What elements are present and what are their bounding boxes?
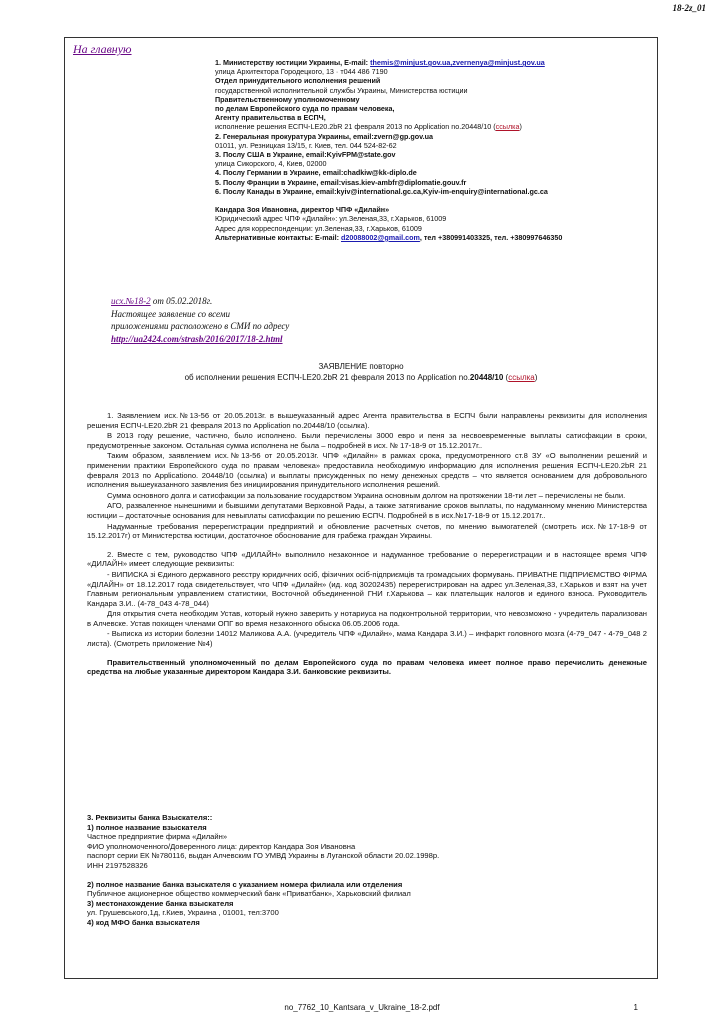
document-reference: 18-2z_01: [672, 3, 706, 13]
addressee-line: [215, 58, 635, 67]
statement-paragraph: 2. Вместе с тем, руководство ЧПФ «ДИЛАЙН» выполнило незаконное и надуманное требование о перерегистрации и в настоящее время ЧПФ «ДИЛАЙН» имеет следующие реквизиты:: [87, 549, 647, 569]
requisite-line: [87, 871, 647, 880]
publication-note-line: Настоящее заявление со всеми: [111, 308, 230, 319]
bank-requisites: [87, 813, 647, 928]
addressee-text: улица Архитектора Городецкого, 13 · т044 486 7190: [215, 67, 388, 77]
addressee-text: государственной исполнительной службы Украины, Министерства юстиции: [215, 85, 468, 95]
statement-paragraph: АГО, разваленное нынешними и бывшими депутатами Верховной Рады, а также затягивание сроков выплаты, по надуманному мнению Министерства юстиции – достаточные основания для невыплаты сатисфакции по решению ЕСПЧ. Подробней в в исх.№17-18-9 от 15.12.2017г..: [87, 501, 647, 520]
addressee-line: [215, 205, 635, 214]
addressee-text: , тел +380991403325, тел. +380997646350: [419, 232, 563, 242]
statement-paragraph: Правительственный уполномоченный по делам Европейского суда по правам человека имеет полное право перечислить денежные средства на любые указанные директором Кандара З.И. банковские реквизиты.: [87, 657, 647, 677]
addressee-line: [215, 95, 635, 104]
addressee-line: [215, 233, 635, 242]
addressee-text: ): [519, 122, 522, 132]
page-number: 1: [633, 1003, 638, 1012]
addressee-text: Правительственному уполномоченному: [215, 94, 360, 104]
requisite-line: ФИО уполномоченного/Доверенного лица: директор Кандара Зоя Ивановна: [87, 841, 356, 851]
statement-paragraph: 1. Заявлением исх.№13-56 от 20.05.2013г. в вышеуказанный адрес Агента правительства в ЕСПЧ были направлены реквизиты для исполнения решения ЕСПЧ-LE20.2bR 21 февраля 2013 по Application no.20448/10 (ссылка).: [87, 411, 647, 430]
addressee-text: Юридический адрес ЧПФ «Дилайн»: ул.Зеленая,33, г.Харьков, 61009: [215, 214, 447, 224]
publication-note-line: приложениями расположено в СМИ по адресу: [111, 321, 290, 331]
outgoing-ref-link[interactable]: исх.№18-2: [111, 296, 151, 306]
addressee-text: 01011, ул. Резницкая 13/15, г. Киев, тел. 044 524-82-62: [215, 140, 397, 150]
addressee-text: Отдел принудительного исполнения решений: [215, 76, 381, 86]
addressee-text: 4. Послу Германии в Украине, email:chadkiw@kk-diplo.de: [215, 168, 417, 178]
addressee-line: [215, 178, 635, 187]
addressee-line: [215, 67, 635, 76]
addressee-line: [215, 224, 635, 233]
addressee-line: [215, 86, 635, 95]
publication-note: [111, 295, 289, 345]
publication-url-link[interactable]: http://ua2424.com/strasb/2016/2017/18-2.html: [111, 333, 283, 344]
addressee-line: [215, 214, 635, 223]
addressee-text: по делам Европейского суда по правам человека,: [215, 104, 395, 114]
addressee-line: [215, 159, 635, 168]
statement-title-text: об исполнении решения ЕСПЧ-LE20.2bR 21 февраля 2013 по Application no.: [184, 373, 470, 382]
requisite-line: ул. Грушевського,1д, г.Киев, Украина , 01001, тел:3700: [87, 908, 279, 918]
home-link[interactable]: На главную: [73, 42, 132, 56]
requisite-line: Публичное акционерное общество коммерческий банк «Приватбанк», Харьковский филиал: [87, 889, 411, 899]
title-link[interactable]: ссылка: [508, 373, 535, 382]
addressee-line: [215, 196, 635, 205]
application-number: 20448/10: [469, 373, 504, 382]
addressee-line: [215, 150, 635, 159]
addressee-link[interactable]: ссылка: [495, 122, 520, 132]
requisite-line: паспорт серии ЕК №780116, выдан Алчевским ГО УМВД Украины в Луганской области 20.02.1998р.: [87, 851, 440, 861]
addressee-text: 1. Министерству юстиции Украины, E-mail:: [215, 58, 371, 67]
statement-paragraph: Надуманные требования перерегистрации предприятий и обновление расчетных счетов, по мнению вымогателей (смотреть исх.№17-18-9 от 15.12.2017г) от Министерства юстиции, достаточное обоснование для грабежа граждан Украины.: [87, 521, 647, 541]
statement-paragraph: Для открытия счета необходим Устав, который нужно заверить у нотариуса на подконтрольной территории, что невозможно - учредитель парализован в Алчевске. Устав похищен членами ОПГ во время незаконного обыска 06.05.2006 года.: [87, 609, 647, 628]
requisite-line: 4) код МФО банка взыскателя: [87, 917, 200, 927]
addressee-text: Кандара Зоя Ивановна, директор ЧПФ «Дилайн»: [215, 205, 390, 215]
statement-title: [65, 361, 657, 383]
statement-body: [87, 402, 647, 678]
addressee-line: [215, 187, 635, 196]
addressee-text: Адрес для корреспонденции: ул.Зеленая,33, г.Харьков, 61009: [215, 223, 422, 233]
requisite-line: Частное предприятие фирма «Дилайн»: [87, 832, 228, 842]
requisite-line: 3. Реквизиты банка Взыскателя::: [87, 813, 213, 822]
addressee-link[interactable]: themis@minjust.gov.ua,zvernenya@minjust.gov.ua: [370, 58, 545, 67]
addressee-text: 3. Послу США в Украине, email:KyivFPM@state.gov: [215, 150, 396, 160]
requisite-line: 1) полное название взыскателя: [87, 822, 207, 832]
title-paren: (: [503, 373, 509, 382]
outgoing-ref-date: от 05.02.2018г.: [150, 296, 213, 306]
title-paren: ): [534, 373, 538, 382]
addressee-text: 2. Генеральная прокуратура Украины, email:zvern@gp.gov.ua: [215, 131, 433, 141]
statement-title-line1: ЗАЯВЛЕНИЕ повторно: [318, 362, 404, 371]
addressee-line: [215, 122, 635, 131]
addressee-line: [215, 132, 635, 141]
statement-paragraph: Сумма основного долга и сатисфакции за пользование государством Украина основным долгом на протяжении 18-ти лет – перечислены не были.: [107, 490, 626, 500]
addressee-text: улица Сикорского, 4, Киев, 02000: [215, 159, 327, 169]
addressee-link[interactable]: d20088002@gmail.com: [340, 232, 420, 242]
addressee-line: [215, 76, 635, 85]
addressee-block: [215, 58, 635, 242]
addressee-text: 6. Послу Канады в Украине, email:kyiv@international.gc.ca,Kyiv-im-enquiry@international.gc.ca: [215, 186, 548, 196]
addressee-line: [215, 104, 635, 113]
addressee-line: [215, 113, 635, 122]
addressee-text: 5. Послу Франции в Украине, email:visas.kiev-ambfr@diplomatie.gouv.fr: [215, 177, 467, 187]
statement-paragraph: - ВИПИСКА зі Єдиного державного реєстру юридичних осіб, фізичних осіб-підприємців та громадських формувань. ПРИВАТНЕ ПІДПРИЄМСТВО ФІРМА «ДІЛАЙН» от 18.12.2017 года свидетельствует, что ЧПФ «Дилайн» (ид. код 30202435) перерегистрирован на адрес ул.Зеленая,33, г.Харьков и взят на учет Главным региональным управлением статистики, Восточной объединенной ГНИ г.Харькова – как плательщик налогов и единого взноса. Руководитель Кандара З.И.. (4-78_043 4-78_044): [87, 569, 647, 608]
requisite-line: ИНН 2197528326: [87, 860, 148, 870]
addressee-line: [215, 141, 635, 150]
statement-paragraph: Таким образом, заявлением исх.№13-56 от 20.05.2013г. ЧПФ «Дилайн» в рамках срока, предусмотренного ст.8 ЗУ «О выполнении решений и применении практики Европейского суда по правам человека» предоставила необходимую информацию для исполнения решения ЕСПЧ-LE20.2bR 21 февраля 2013 по Applicationo. 20448/10 (ссылка) и выплаты присужденных по нему денежных средств – что является основанием для добровольного исполнения вышеуказанного заявления без инициирования принудительного исполнения решений.: [87, 451, 647, 490]
addressee-line: [215, 168, 635, 177]
statement-paragraph: В 2013 году решение, частично, было исполнено. Были перечислены 3000 евро и пеня за несвоевременные выплаты сатисфакции в сроки, предусмотренные законом. Остальная сумма исполнена не была – подробней в исх. № 17-18-9 от 15.12.2017г..: [87, 431, 647, 450]
addressee-text: Агенту правительства в ЕСПЧ,: [215, 113, 326, 123]
requisite-line: 3) местонахождение банка взыскателя: [87, 898, 234, 908]
addressee-text: исполнение решения ЕСПЧ-LE20.2bR 21 февраля 2013 по Application no.20448/10 (: [215, 122, 496, 132]
addressee-text: Альтернативные контакты: E-mail:: [215, 232, 341, 242]
pdf-filename: no_7762_10_Kantsara_v_Ukraine_18-2.pdf: [284, 1003, 440, 1012]
document-page: [64, 37, 658, 979]
requisite-line: 2) полное название банка взыскателя с указанием номера филиала или отделения: [87, 879, 403, 889]
statement-paragraph: - Выписка из истории болезни 14012 Маликова А.А. (учредитель ЧПФ «Дилайн», мама Кандара З.И.) – инфаркт головного мозга (4-79_047 - 4-79_048 2 листа). (Смотреть приложение №4): [87, 629, 647, 649]
